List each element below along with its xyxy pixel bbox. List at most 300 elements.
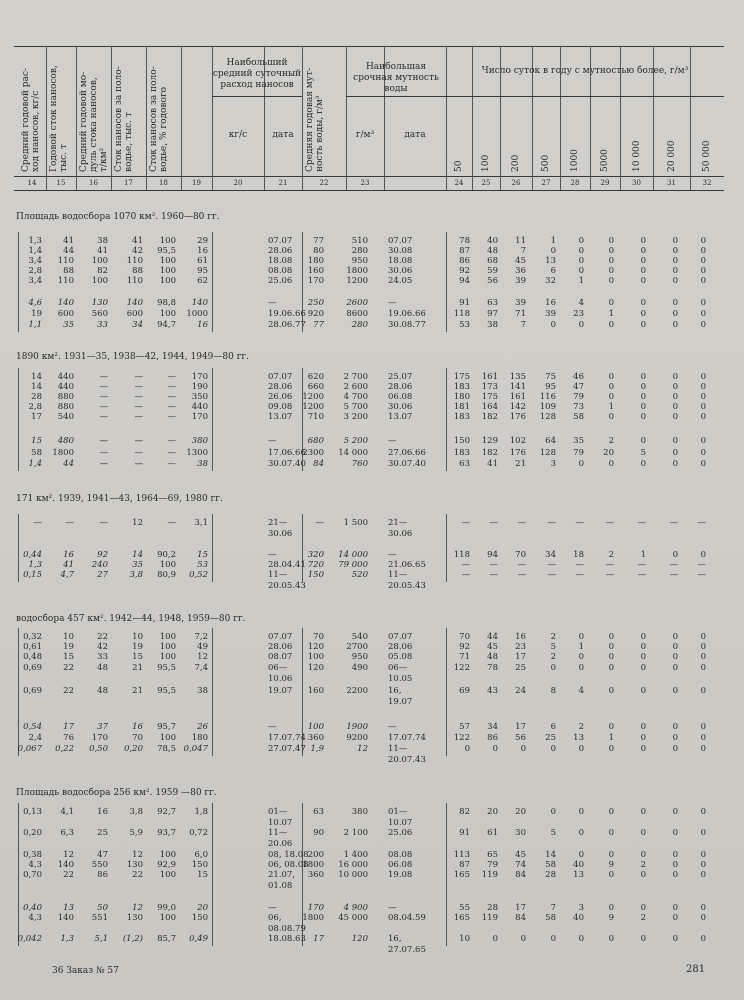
body-col-divider	[212, 628, 213, 756]
page-number: 281	[686, 964, 706, 975]
table-cell: 2,8	[28, 266, 42, 276]
table-cell: 950	[351, 652, 368, 662]
table-cell: —	[134, 382, 143, 392]
table-cell: 28	[31, 392, 42, 402]
table-cell: —	[575, 570, 584, 580]
table-cell: 68	[487, 256, 498, 266]
table-cell: 6	[550, 722, 556, 732]
table-cell: 0	[578, 934, 584, 944]
table-cell: 12	[63, 850, 74, 860]
table-cell: 760	[351, 459, 368, 469]
table-cell: 0,32	[23, 632, 42, 642]
vertical-header-c17: Сток наносов за поло- водье, тыс. т	[114, 66, 134, 172]
table-cell: 1	[608, 309, 614, 319]
table-cell: 141	[509, 382, 526, 392]
body-col-divider	[212, 514, 213, 582]
table-cell: 16 000	[338, 860, 368, 870]
table-cell: 95	[197, 266, 208, 276]
table-cell: 49	[197, 642, 208, 652]
subheader-kgs: кг/с	[228, 130, 248, 140]
table-cell: 07.07	[268, 632, 293, 642]
table-cell: 128	[539, 412, 556, 422]
table-cell: —	[697, 570, 706, 580]
table-cell: 29	[197, 236, 208, 246]
table-cell: 2300	[302, 448, 324, 458]
table-cell: 122	[453, 733, 470, 743]
table-cell: —	[134, 372, 143, 382]
table-cell: 12	[132, 518, 143, 528]
table-cell: 0	[640, 382, 646, 392]
table-cell: 0,047	[183, 744, 208, 754]
table-cell: 920	[307, 309, 324, 319]
table-cell: 48	[487, 246, 498, 256]
table-cell: —	[167, 402, 176, 412]
table-cell: 0	[608, 392, 614, 402]
table-cell: 0	[700, 744, 706, 754]
table-cell: 84	[515, 913, 526, 923]
table-cell: 440	[57, 372, 74, 382]
table-cell: 110	[57, 276, 74, 286]
table-cell: 0	[578, 744, 584, 754]
table-cell: 0	[700, 276, 706, 286]
table-cell: —	[99, 436, 108, 446]
table-cell: 30.08.77	[388, 320, 426, 330]
table-cell: 6	[550, 266, 556, 276]
table-cell: 0,70	[23, 870, 42, 880]
table-cell: 79	[573, 392, 584, 402]
table-cell: 30.06	[388, 266, 413, 276]
table-cell: 79	[487, 860, 498, 870]
column-number: 30	[632, 179, 641, 187]
group-header-max-discharge: Наибольший средний суточный расход наносов	[212, 58, 302, 90]
table-cell: 08, 18.08	[268, 850, 309, 860]
table-cell: 39	[515, 276, 526, 286]
table-cell: 0	[640, 642, 646, 652]
table-cell: 21— 30.06	[268, 518, 293, 539]
table-cell: 200	[307, 850, 324, 860]
table-cell: —	[33, 518, 42, 528]
table-cell: 21	[515, 459, 526, 469]
table-cell: —	[134, 402, 143, 412]
table-cell: 100	[307, 722, 324, 732]
table-cell: —	[637, 570, 646, 580]
threshold-0: 50	[454, 160, 464, 172]
table-cell: 44	[63, 246, 74, 256]
table-cell: 100	[159, 276, 176, 286]
table-cell: 0	[640, 663, 646, 673]
table-cell: 1200	[346, 276, 368, 286]
table-cell: 37	[97, 722, 108, 732]
table-cell: 0	[608, 934, 614, 944]
table-cell: 118	[453, 550, 470, 560]
table-cell: 120	[351, 934, 368, 944]
table-cell: 1	[578, 642, 584, 652]
table-cell: 5,1	[94, 934, 108, 944]
table-cell: 320	[307, 550, 324, 560]
table-cell: 0	[640, 459, 646, 469]
table-cell: 180	[191, 733, 208, 743]
table-cell: 0	[672, 246, 678, 256]
table-cell: 38	[197, 686, 208, 696]
table-cell: 95,5	[157, 663, 176, 673]
table-cell: 0,50	[89, 744, 108, 754]
table-cell: —	[65, 518, 74, 528]
table-cell: 0	[608, 236, 614, 246]
table-cell: 88	[63, 266, 74, 276]
table-cell: 18.08	[388, 256, 413, 266]
table-cell: 59	[487, 266, 498, 276]
table-cell: 540	[57, 412, 74, 422]
table-cell: 1300	[186, 448, 208, 458]
table-cell: 4,3	[28, 860, 42, 870]
table-cell: 3,4	[28, 256, 42, 266]
table-cell: 30.08	[388, 246, 413, 256]
table-cell: 53	[197, 560, 208, 570]
table-cell: 440	[57, 382, 74, 392]
table-cell: —	[167, 382, 176, 392]
table-cell: 480	[57, 436, 74, 446]
column-number: 15	[56, 179, 66, 187]
table-cell: 0	[640, 828, 646, 838]
table-cell: 01— 10.07	[388, 807, 413, 828]
table-cell: 720	[307, 560, 324, 570]
table-cell: 92,7	[157, 807, 176, 817]
table-cell: 1,4	[28, 459, 42, 469]
table-cell: 0	[672, 850, 678, 860]
table-cell: 113	[453, 850, 470, 860]
table-cell: 0	[578, 663, 584, 673]
table-cell: 17	[63, 722, 74, 732]
table-cell: 30.06	[388, 402, 413, 412]
table-cell: 19	[132, 642, 143, 652]
table-cell: 6,3	[60, 828, 74, 838]
table-cell: 0	[672, 807, 678, 817]
threshold-8: 50 000	[702, 140, 712, 172]
table-cell: 0	[700, 382, 706, 392]
section-title: 171 км². 1939, 1941—43, 1964—69, 1980 гг.	[16, 494, 223, 504]
table-cell: 182	[481, 412, 498, 422]
subheader-date-2: дата	[404, 130, 426, 140]
table-cell: —	[134, 392, 143, 402]
table-cell: 15	[197, 870, 208, 880]
threshold-3: 500	[541, 154, 551, 172]
table-cell: —	[134, 436, 143, 446]
table-cell: 0	[608, 744, 614, 754]
table-cell: 22	[132, 870, 143, 880]
table-cell: 87	[459, 860, 470, 870]
table-cell: 30	[515, 828, 526, 838]
table-cell: 17	[31, 412, 42, 422]
table-cell: 10 000	[338, 870, 368, 880]
table-cell: 36	[515, 266, 526, 276]
table-cell: 44	[487, 632, 498, 642]
vertical-header-c14: Средний годовой рас- ход наносов, кг/с	[21, 67, 41, 172]
subheader-rule	[446, 96, 724, 97]
table-cell: 0	[672, 309, 678, 319]
table-cell: 122	[453, 663, 470, 673]
table-cell: 84	[313, 459, 324, 469]
table-cell: 21	[132, 663, 143, 673]
header-col-divider	[76, 46, 77, 190]
table-cell: 45	[487, 642, 498, 652]
table-cell: 56	[487, 276, 498, 286]
table-cell: 0	[578, 236, 584, 246]
table-cell: 1	[578, 276, 584, 286]
column-number: 24	[454, 179, 464, 187]
table-cell: 27.07.47	[268, 744, 306, 754]
table-cell: 0	[640, 733, 646, 743]
table-cell: 28.04.41	[268, 560, 306, 570]
table-cell: 0	[672, 828, 678, 838]
table-cell: 170	[307, 903, 324, 913]
table-cell: 173	[481, 382, 498, 392]
table-cell: 18.08.63	[268, 934, 306, 944]
table-cell: 280	[351, 320, 368, 330]
table-cell: 0	[578, 652, 584, 662]
table-cell: 0	[640, 807, 646, 817]
table-cell: —	[517, 560, 526, 570]
section-title: водосбора 457 км². 1942—44, 1948, 1959—80 гг.	[16, 614, 246, 624]
table-cell: 12	[357, 744, 368, 754]
table-cell: 41	[132, 236, 143, 246]
column-number: 26	[511, 179, 521, 187]
table-cell: 86	[459, 256, 470, 266]
header-mid-rule	[14, 176, 724, 177]
table-cell: 14	[31, 382, 42, 392]
table-cell: 183	[453, 382, 470, 392]
table-cell: —	[167, 518, 176, 528]
table-cell: 3,1	[194, 518, 208, 528]
table-cell: 94	[487, 550, 498, 560]
table-cell: —	[547, 570, 556, 580]
table-cell: 25	[515, 663, 526, 673]
table-cell: 34	[132, 320, 143, 330]
table-cell: 0	[672, 550, 678, 560]
table-cell: —	[517, 518, 526, 528]
table-cell: 27.06.66	[388, 448, 426, 458]
table-cell: 120	[307, 642, 324, 652]
table-cell: 0	[672, 632, 678, 642]
table-cell: 09.08	[268, 402, 293, 412]
threshold-5: 5000	[600, 149, 610, 172]
group-header-max-turbidity: Наибольшая срочная мутность воды	[353, 62, 439, 94]
table-cell: 880	[57, 392, 74, 402]
table-cell: 176	[509, 448, 526, 458]
table-cell: 0	[640, 392, 646, 402]
table-cell: 34	[545, 550, 556, 560]
table-cell: —	[388, 550, 397, 560]
table-cell: 5	[550, 828, 556, 838]
table-cell: 0	[700, 402, 706, 412]
table-cell: 58	[573, 412, 584, 422]
table-cell: —	[669, 518, 678, 528]
table-cell: 4,6	[28, 298, 42, 308]
table-cell: 30.07.40	[268, 459, 306, 469]
table-cell: 35	[63, 320, 74, 330]
table-cell: 2	[640, 860, 646, 870]
table-cell: 150	[191, 860, 208, 870]
table-cell: 64	[545, 436, 556, 446]
table-cell: 0	[492, 744, 498, 754]
table-cell: 61	[487, 828, 498, 838]
table-cell: 10	[459, 934, 470, 944]
table-cell: 85,7	[157, 934, 176, 944]
table-cell: 1 500	[343, 518, 368, 528]
footer-left: 36 Заказ № 57	[52, 966, 119, 976]
table-cell: —	[461, 570, 470, 580]
table-cell: 14 000	[338, 550, 368, 560]
table-cell: 0	[578, 246, 584, 256]
section-title: Площадь водосбора 256 км². 1959 —80 гг.	[16, 788, 217, 798]
table-cell: 0	[608, 276, 614, 286]
table-cell: 0	[640, 934, 646, 944]
table-cell: 180	[453, 392, 470, 402]
table-cell: —	[134, 412, 143, 422]
table-cell: 0	[700, 298, 706, 308]
table-cell: 4,7	[60, 570, 74, 580]
table-cell: —	[268, 903, 277, 913]
table-cell: 0	[608, 320, 614, 330]
table-cell: 95	[545, 382, 556, 392]
table-cell: 520	[351, 570, 368, 580]
column-number: 32	[702, 179, 712, 187]
table-cell: 28	[545, 870, 556, 880]
table-cell: 0	[672, 448, 678, 458]
table-cell: 0	[672, 236, 678, 246]
table-cell: 0	[608, 652, 614, 662]
table-cell: 25.06	[388, 828, 413, 838]
table-cell: 1900	[346, 722, 368, 732]
table-cell: 0	[672, 412, 678, 422]
table-cell: 13.07	[268, 412, 293, 422]
subheader-rule	[346, 96, 446, 97]
table-cell: 160	[307, 686, 324, 696]
table-cell: 15	[197, 550, 208, 560]
table-cell: 16	[545, 298, 556, 308]
table-cell: 0	[578, 266, 584, 276]
table-cell: 165	[453, 870, 470, 880]
table-cell: 3,8	[129, 570, 143, 580]
table-cell: 880	[57, 402, 74, 412]
table-cell: 0	[700, 246, 706, 256]
table-cell: 28.06.77	[268, 320, 306, 330]
table-cell: —	[605, 570, 614, 580]
table-cell: 65	[487, 850, 498, 860]
table-cell: 0	[700, 459, 706, 469]
table-cell: 1200	[302, 402, 324, 412]
table-cell: 21.07, 01.08	[268, 870, 296, 891]
subheader-gm3: г/м³	[355, 130, 375, 140]
table-cell: 5 200	[343, 436, 368, 446]
table-cell: 100	[91, 256, 108, 266]
table-cell: 92,9	[157, 860, 176, 870]
table-cell: 380	[191, 436, 208, 446]
table-cell: 0	[520, 934, 526, 944]
header-top-rule	[14, 46, 724, 47]
table-cell: 2	[640, 913, 646, 923]
table-cell: 0	[608, 412, 614, 422]
section-title: 1890 км². 1931—35, 1938—42, 1944, 1949—80 гг.	[16, 352, 250, 362]
table-cell: 250	[307, 298, 324, 308]
table-cell: 0	[672, 372, 678, 382]
table-cell: 0	[700, 448, 706, 458]
table-cell: 18	[573, 550, 584, 560]
column-number: 20	[233, 179, 243, 187]
table-cell: 2	[608, 550, 614, 560]
table-cell: 0	[700, 934, 706, 944]
table-cell: 16, 27.07.65	[388, 934, 426, 955]
table-cell: 551	[91, 913, 108, 923]
table-cell: 39	[545, 309, 556, 319]
table-cell: 100	[91, 276, 108, 286]
table-cell: —	[388, 436, 397, 446]
table-cell: 99,0	[157, 903, 176, 913]
table-cell: 0	[672, 733, 678, 743]
table-cell: 35	[573, 436, 584, 446]
table-cell: 18.08	[268, 256, 293, 266]
table-cell: 150	[191, 913, 208, 923]
threshold-1: 100	[481, 154, 491, 172]
table-cell: 8600	[346, 309, 368, 319]
table-cell: 440	[191, 402, 208, 412]
table-cell: —	[697, 518, 706, 528]
table-cell: 38	[97, 236, 108, 246]
table-cell: 0	[700, 850, 706, 860]
table-cell: 0,13	[23, 807, 42, 817]
table-cell: —	[697, 560, 706, 570]
table-cell: 100	[159, 256, 176, 266]
table-cell: 0	[608, 372, 614, 382]
table-cell: 600	[126, 309, 143, 319]
table-cell: 0	[672, 266, 678, 276]
table-cell: 11— 20.05.43	[388, 570, 426, 591]
table-cell: 11— 20.06	[268, 828, 293, 849]
table-cell: 0	[640, 436, 646, 446]
table-cell: 9	[608, 913, 614, 923]
table-cell: —	[388, 722, 397, 732]
table-cell: 0	[578, 828, 584, 838]
table-cell: 164	[481, 402, 498, 412]
table-cell: 26	[197, 722, 208, 732]
table-cell: 11	[515, 236, 526, 246]
table-cell: 0	[700, 236, 706, 246]
column-number: 16	[89, 179, 98, 187]
table-cell: 109	[539, 402, 556, 412]
table-cell: 28.06	[388, 642, 413, 652]
table-cell: —	[134, 448, 143, 458]
column-number: 25	[481, 179, 491, 187]
table-cell: —	[99, 372, 108, 382]
table-cell: 0,52	[189, 570, 208, 580]
table-cell: 3	[578, 903, 584, 913]
table-cell: 40	[573, 860, 584, 870]
table-cell: 2	[578, 722, 584, 732]
table-cell: 08.07	[268, 652, 293, 662]
table-cell: 0	[640, 236, 646, 246]
column-number: 21	[278, 179, 288, 187]
table-cell: 12	[197, 652, 208, 662]
table-cell: 97	[487, 309, 498, 319]
table-cell: 0,042	[17, 934, 42, 944]
table-cell: 20	[487, 807, 498, 817]
table-cell: 93,7	[157, 828, 176, 838]
column-number: 23	[360, 179, 370, 187]
table-cell: 25	[97, 828, 108, 838]
table-cell: 0	[578, 320, 584, 330]
table-cell: 140	[126, 298, 143, 308]
table-cell: 9	[608, 860, 614, 870]
table-cell: 13	[573, 733, 584, 743]
